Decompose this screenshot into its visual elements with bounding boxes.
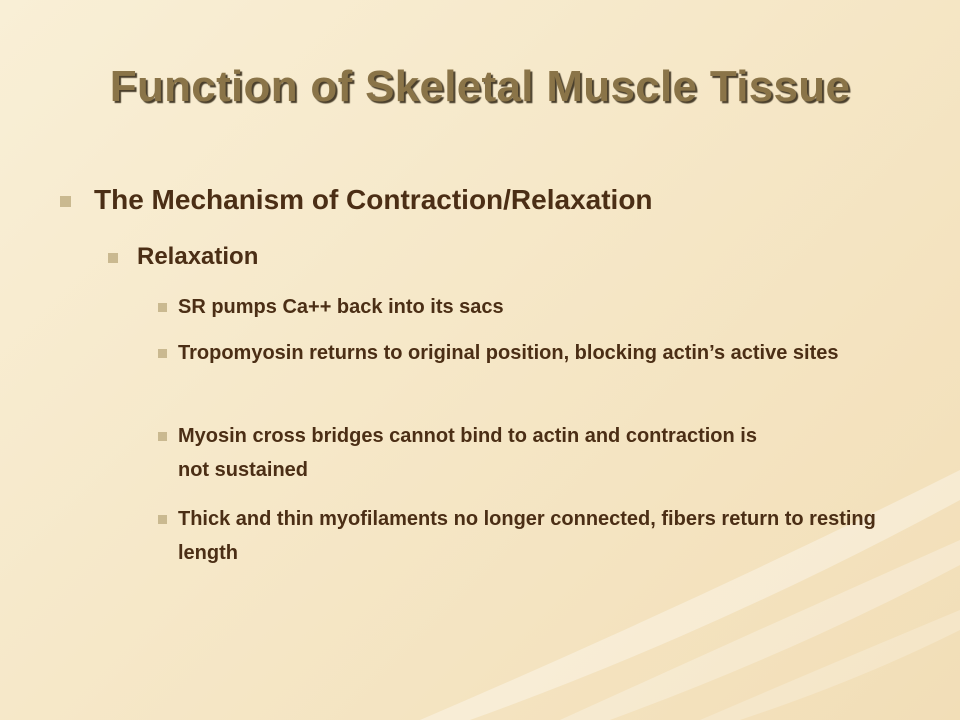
- bullet-text: The Mechanism of Contraction/Relaxation: [94, 184, 653, 215]
- bullet-marker: [108, 253, 118, 263]
- bullet-level1: [60, 184, 920, 216]
- bullet-text: SR pumps Ca++ back into its sacs: [178, 296, 504, 318]
- bullet-level3: [158, 502, 918, 570]
- slide-title: Function of Skeletal Muscle Tissue: [109, 62, 851, 111]
- bullet-marker: [60, 196, 71, 207]
- bullet-text: Myosin cross bridges cannot bind to actin and contraction is not sustained: [178, 425, 757, 481]
- bullet-text: Thick and thin myofilaments no longer connected, fibers return to resting length: [178, 508, 876, 564]
- bullet-level2: [108, 243, 908, 271]
- bullet-marker: [158, 515, 167, 524]
- bullet-level3: [158, 290, 918, 324]
- bullet-level3: [158, 419, 788, 487]
- bullet-marker: [158, 303, 167, 312]
- bullet-level3: [158, 336, 858, 370]
- bullet-marker: [158, 432, 167, 441]
- bullet-text: Tropomyosin returns to original position, blocking actin’s active sites: [178, 342, 839, 364]
- bullet-text: Relaxation: [137, 243, 259, 270]
- bullet-marker: [158, 349, 167, 358]
